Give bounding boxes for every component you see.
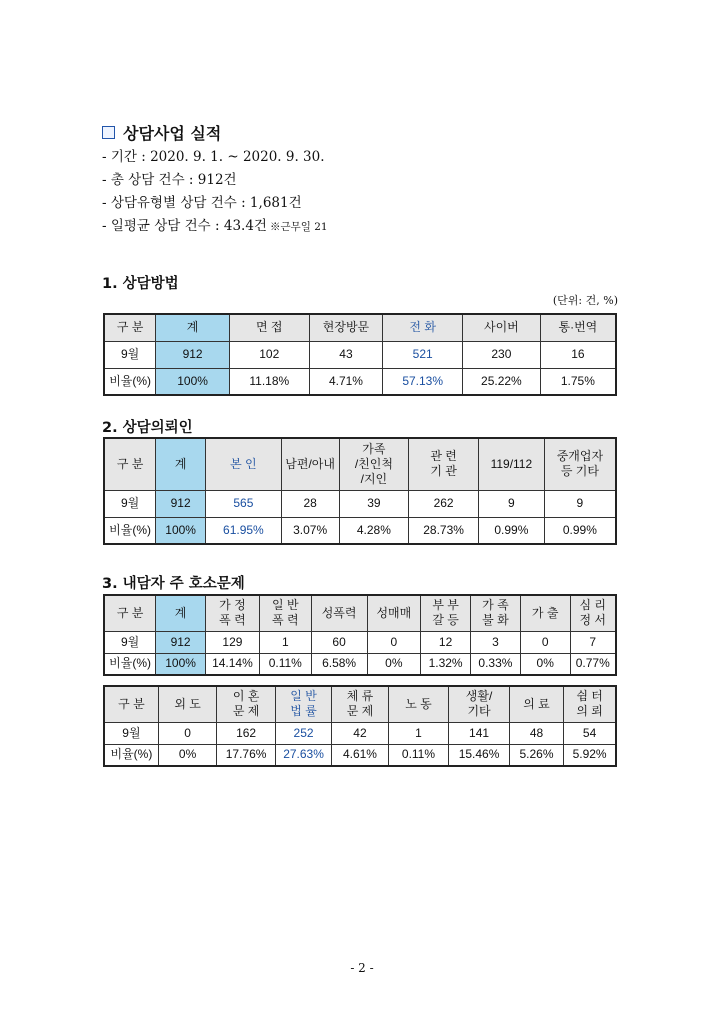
table-cell: 가 정 폭 력 xyxy=(206,595,260,631)
table-cell: 9월 xyxy=(104,631,156,653)
table-cell: 비율(%) xyxy=(104,744,158,766)
table-cell: 9 xyxy=(544,490,616,517)
table-cell: 현장방문 xyxy=(309,314,383,341)
table-cell: 0.33% xyxy=(471,653,521,675)
table-row-ratio xyxy=(104,653,616,675)
table-cell: 100% xyxy=(156,368,230,395)
complaint-table-b xyxy=(103,685,617,767)
table-cell: 141 xyxy=(449,722,510,744)
table-cell: 57.13% xyxy=(383,368,463,395)
table-cell: 외 도 xyxy=(158,686,217,722)
table-cell: 심 리 정 서 xyxy=(570,595,616,631)
table-cell: 구 분 xyxy=(104,314,156,341)
table-cell: 28 xyxy=(281,490,339,517)
table-cell: 중개업자 등 기타 xyxy=(544,438,616,490)
table-cell: 5.92% xyxy=(564,744,616,766)
table-cell: 25.22% xyxy=(463,368,541,395)
table-cell: 비율(%) xyxy=(104,368,156,395)
table-cell: 912 xyxy=(156,490,206,517)
table-cell: 0 xyxy=(158,722,217,744)
table-cell: 남편/아내 xyxy=(281,438,339,490)
section2-title: 2. 상담의뢰인 xyxy=(102,420,193,436)
table-cell: 3.07% xyxy=(281,517,339,544)
table-cell: 6.58% xyxy=(311,653,367,675)
table-cell: 14.14% xyxy=(206,653,260,675)
table-cell: 가 출 xyxy=(520,595,570,631)
table-cell: 4.71% xyxy=(309,368,383,395)
table-row-ratio xyxy=(104,744,616,766)
table-cell: 가족 /친인척 /지인 xyxy=(339,438,409,490)
table-cell: 100% xyxy=(156,653,206,675)
table-cell: 이 혼 문 제 xyxy=(217,686,276,722)
table-cell: 912 xyxy=(156,631,206,653)
table-cell: 의 료 xyxy=(509,686,563,722)
consultation-method-table xyxy=(103,313,617,396)
table-cell: 16 xyxy=(540,341,616,368)
table-cell: 0 xyxy=(367,631,421,653)
table-cell: 3 xyxy=(471,631,521,653)
table-cell: 15.46% xyxy=(449,744,510,766)
daily-average-text: - 일평균 상담 건수 : 43.4건 xyxy=(102,218,267,234)
table-cell: 체 류 문 제 xyxy=(332,686,388,722)
table-cell: 100% xyxy=(156,517,206,544)
table-cell: 28.73% xyxy=(409,517,479,544)
summary-by-type: - 상담유형별 상담 건수 : 1,681건 xyxy=(102,195,302,211)
table-cell: 생활/ 기타 xyxy=(449,686,510,722)
table-cell: 42 xyxy=(332,722,388,744)
table-cell: 본 인 xyxy=(206,438,282,490)
table-cell: 1 xyxy=(388,722,449,744)
table-cell: 9월 xyxy=(104,341,156,368)
table-cell: 통·번역 xyxy=(540,314,616,341)
table-cell: 0.11% xyxy=(259,653,311,675)
table-cell: 비율(%) xyxy=(104,653,156,675)
table-cell: 계 xyxy=(156,595,206,631)
table-row-count xyxy=(104,722,616,744)
page-number: - 2 - xyxy=(350,961,374,975)
table-cell: 1.32% xyxy=(421,653,471,675)
table-header-row xyxy=(104,595,616,631)
table-cell: 9월 xyxy=(104,490,156,517)
summary-total: - 총 상담 건수 : 912건 xyxy=(102,172,237,188)
table-cell: 61.95% xyxy=(206,517,282,544)
table-cell: 0.11% xyxy=(388,744,449,766)
table-cell: 912 xyxy=(156,341,230,368)
table-cell: 252 xyxy=(275,722,331,744)
table-cell: 일 반 폭 력 xyxy=(259,595,311,631)
section1-title: 1. 상담방법 xyxy=(102,276,179,292)
table-cell: 계 xyxy=(156,438,206,490)
table-cell: 0% xyxy=(158,744,217,766)
table-cell: 17.76% xyxy=(217,744,276,766)
table-row-count xyxy=(104,341,616,368)
table-header-row xyxy=(104,686,616,722)
table-cell: 구 분 xyxy=(104,595,156,631)
table-cell: 48 xyxy=(509,722,563,744)
table-cell: 성매매 xyxy=(367,595,421,631)
table-cell: 0% xyxy=(520,653,570,675)
complaint-table-a xyxy=(103,594,617,676)
table-cell: 0 xyxy=(520,631,570,653)
table-row-ratio xyxy=(104,517,616,544)
table-cell: 1.75% xyxy=(540,368,616,395)
table-cell: 230 xyxy=(463,341,541,368)
table-cell: 사이버 xyxy=(463,314,541,341)
table-cell: 39 xyxy=(339,490,409,517)
table-header-row xyxy=(104,438,616,490)
summary-period: - 기간 : 2020. 9. 1. ~ 2020. 9. 30. xyxy=(102,149,325,165)
table-cell: 0.99% xyxy=(544,517,616,544)
table-cell: 5.26% xyxy=(509,744,563,766)
table-cell: 구 분 xyxy=(104,438,156,490)
table-row-count xyxy=(104,631,616,653)
table-cell: 11.18% xyxy=(229,368,309,395)
table-row-count xyxy=(104,490,616,517)
table-cell: 1 xyxy=(259,631,311,653)
table-cell: 전 화 xyxy=(383,314,463,341)
table-cell: 60 xyxy=(311,631,367,653)
table-cell: 9 xyxy=(478,490,544,517)
table-cell: 0.99% xyxy=(478,517,544,544)
table-cell: 129 xyxy=(206,631,260,653)
checkbox-square-icon xyxy=(102,126,115,139)
heading-title: 상담사업 실적 xyxy=(123,124,222,143)
table-header-row xyxy=(104,314,616,341)
table-cell: 7 xyxy=(570,631,616,653)
table-cell: 성폭력 xyxy=(311,595,367,631)
client-type-table xyxy=(103,437,617,545)
table-cell: 0% xyxy=(367,653,421,675)
table-cell: 구 분 xyxy=(104,686,158,722)
table-cell: 565 xyxy=(206,490,282,517)
table-row-ratio xyxy=(104,368,616,395)
table-cell: 가 족 불 화 xyxy=(471,595,521,631)
table-cell: 27.63% xyxy=(275,744,331,766)
table-cell: 계 xyxy=(156,314,230,341)
table-cell: 4.61% xyxy=(332,744,388,766)
table-cell: 9월 xyxy=(104,722,158,744)
table-cell: 부 부 갈 등 xyxy=(421,595,471,631)
table-cell: 면 접 xyxy=(229,314,309,341)
table-cell: 102 xyxy=(229,341,309,368)
section3-title: 3. 내담자 주 호소문제 xyxy=(102,576,245,592)
table-cell: 119/112 xyxy=(478,438,544,490)
summary-daily-average xyxy=(102,215,328,239)
table-cell: 0.77% xyxy=(570,653,616,675)
table-cell: 43 xyxy=(309,341,383,368)
table-cell: 521 xyxy=(383,341,463,368)
table-cell: 노 동 xyxy=(388,686,449,722)
table-cell: 관 련 기 관 xyxy=(409,438,479,490)
table-cell: 162 xyxy=(217,722,276,744)
table-cell: 4.28% xyxy=(339,517,409,544)
table-cell: 일 반 법 률 xyxy=(275,686,331,722)
daily-average-note: ※근무일 21 xyxy=(269,221,328,233)
table-cell: 12 xyxy=(421,631,471,653)
table-cell: 54 xyxy=(564,722,616,744)
summary-list xyxy=(102,146,328,239)
table-cell: 비율(%) xyxy=(104,517,156,544)
page-heading xyxy=(102,121,221,144)
table-cell: 쉼 터 의 뢰 xyxy=(564,686,616,722)
table-cell: 262 xyxy=(409,490,479,517)
unit-label: (단위: 건, %) xyxy=(552,294,618,307)
